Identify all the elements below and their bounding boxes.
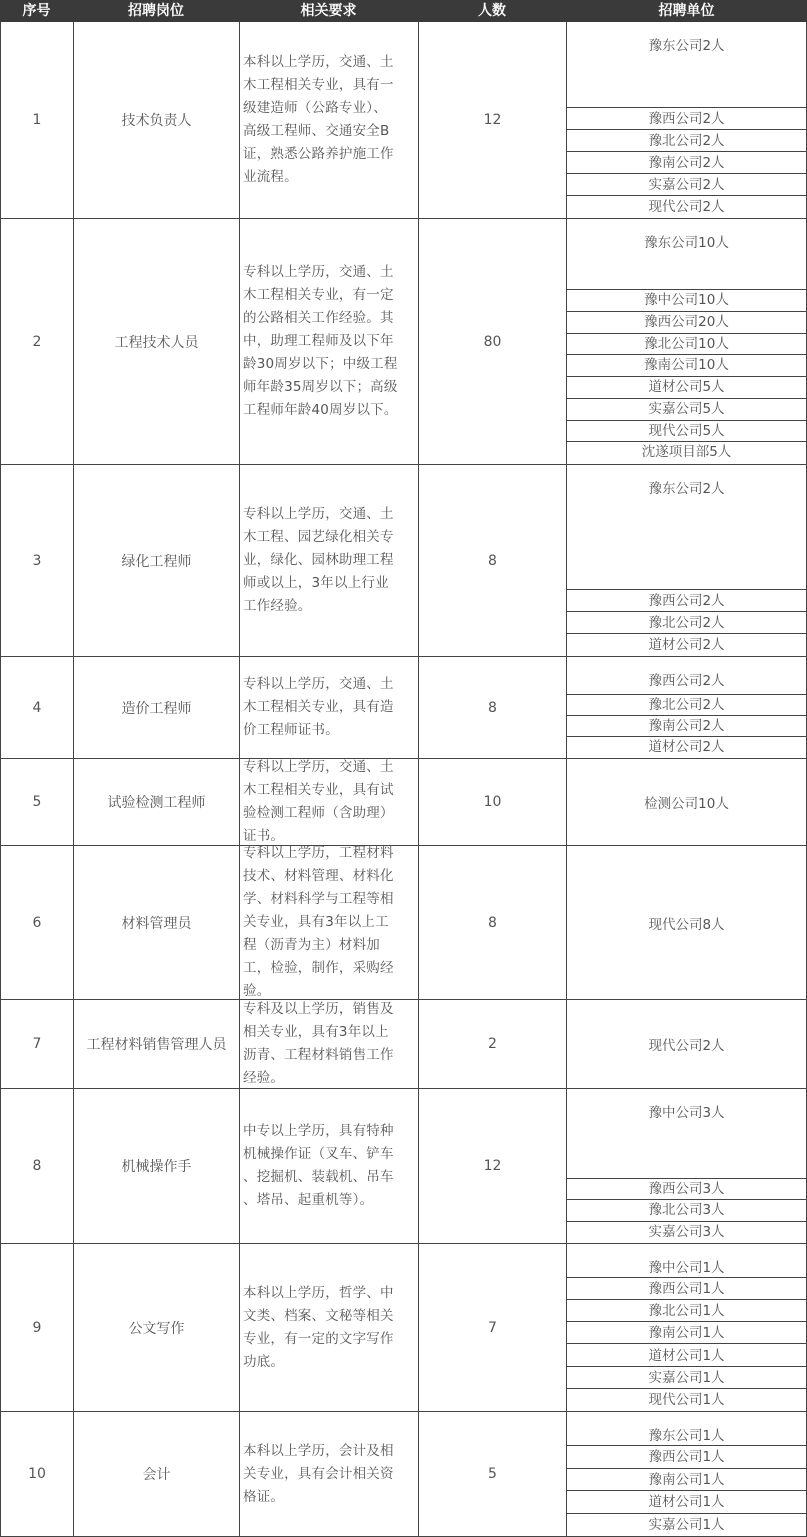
header-units: 招聘单位: [658, 3, 715, 19]
cell-count: 10: [418, 759, 566, 846]
header-no: 序号: [22, 3, 51, 19]
table-row: [0, 657, 807, 759]
unit-item: 豫中公司1人: [567, 1244, 806, 1278]
cell-position: 公文写作: [73, 1244, 239, 1412]
cell-units: [566, 1089, 807, 1244]
unit-item: 豫西公司2人: [567, 108, 806, 130]
unit-item: 道材公司5人: [567, 377, 806, 399]
cell-units: [566, 1412, 807, 1537]
cell-position: 试验检测工程师: [73, 759, 239, 846]
unit-item: 豫南公司2人: [567, 152, 806, 174]
unit-item: 豫东公司2人: [567, 465, 806, 590]
cell-no: 9: [0, 1244, 73, 1412]
requirement-text: 本科以上学历，会计及相 关专业，具有会计相关资 格证。: [243, 1442, 394, 1505]
cell-requirement: [239, 22, 418, 219]
cell-requirement: [239, 1412, 418, 1537]
requirement-text: 专科以上学历，工程材料 技术、材料管理、材料化 学、材料科学与工程等相 关专业，具有3年以上工 程（沥青为主）材料加 工，检验，制作，采购经 验。: [243, 845, 394, 999]
unit-item: 现代公司5人: [567, 421, 806, 443]
unit-item: 道材公司1人: [567, 1345, 806, 1367]
requirement-text: 专科以上学历，交通、土 木工程相关专业，有一定 的公路相关工作经验。其 中，助理工程师及以下年 龄30周岁以下；中级工程 师年龄35周岁以下；高级 工程师年龄40周岁以下。: [243, 264, 398, 418]
requirement-text: 中专以上学历，具有特种 机械操作证（叉车、铲车 、挖掘机、装载机、吊车 、塔吊、起重机等）。: [243, 1123, 394, 1208]
unit-item: 豫北公司2人: [567, 130, 806, 152]
unit-item: 道材公司2人: [648, 637, 725, 653]
table-row: [0, 1000, 807, 1089]
cell-requirement: [239, 219, 418, 465]
cell-count: 8: [418, 846, 566, 1000]
unit-item: 检测公司10人: [644, 796, 729, 812]
cell-no: 4: [0, 657, 73, 759]
unit-item: 豫西公司1人: [567, 1446, 806, 1469]
unit-item: 实嘉公司1人: [567, 1367, 806, 1389]
unit-item: 现代公司2人: [648, 1038, 725, 1054]
unit-item: 豫中公司3人: [567, 1089, 806, 1179]
unit-item: 豫中公司10人: [567, 290, 806, 312]
table-row: [0, 846, 807, 1000]
requirement-text: 本科以上学历，哲学、中 文类、档案、文秘等相关 专业，有一定的文字写作 功底。: [243, 1284, 394, 1370]
cell-requirement: [239, 1244, 418, 1412]
unit-item: 豫南公司1人: [567, 1322, 806, 1344]
unit-item: 现代公司8人: [648, 916, 725, 933]
cell-count: 12: [418, 1089, 566, 1244]
unit-item: 实嘉公司2人: [567, 174, 806, 196]
unit-item: 豫南公司2人: [567, 716, 806, 737]
cell-count: 2: [418, 1000, 566, 1089]
table-row: [0, 1412, 807, 1537]
unit-item: 现代公司1人: [648, 1391, 725, 1408]
unit-item: 豫西公司1人: [567, 1278, 806, 1300]
cell-no: 5: [0, 759, 73, 846]
requirement-text: 专科以上学历，交通、土 木工程相关专业，具有造 价工程师证书。: [243, 676, 394, 738]
unit-item: 现代公司2人: [648, 199, 725, 215]
unit-item: 豫北公司3人: [567, 1200, 806, 1221]
cell-position: 会计: [73, 1412, 239, 1537]
unit-item: 豫西公司3人: [567, 1179, 806, 1200]
cell-position: 工程技术人员: [73, 219, 239, 465]
cell-units: [566, 657, 807, 759]
cell-units: [566, 22, 807, 219]
unit-item: 沈遂项目部5人: [641, 444, 732, 461]
unit-item: 豫东公司10人: [567, 219, 806, 290]
cell-no: 8: [0, 1089, 73, 1244]
unit-item: 豫北公司2人: [567, 612, 806, 634]
cell-position: 机械操作手: [73, 1089, 239, 1244]
cell-position: 材料管理员: [73, 846, 239, 1000]
unit-item: 豫北公司2人: [567, 695, 806, 716]
table-row: [0, 465, 807, 657]
cell-position: 工程材料销售管理人员: [73, 1000, 239, 1089]
cell-position: 绿化工程师: [73, 465, 239, 657]
table-row: [0, 1244, 807, 1412]
unit-item: 道材公司1人: [567, 1491, 806, 1514]
unit-item: 实嘉公司1人: [648, 1516, 725, 1533]
cell-count: 8: [418, 657, 566, 759]
unit-item: 豫东公司1人: [567, 1412, 806, 1446]
cell-requirement: [239, 759, 418, 846]
unit-item: 豫西公司2人: [567, 657, 806, 695]
unit-item: 豫北公司1人: [567, 1300, 806, 1322]
header-requirement: 相关要求: [300, 3, 357, 19]
unit-item: 实嘉公司5人: [567, 399, 806, 421]
cell-no: 10: [0, 1412, 73, 1537]
cell-count: 7: [418, 1244, 566, 1412]
cell-requirement: [239, 1089, 418, 1244]
cell-units: [566, 1000, 807, 1089]
unit-item: 豫南公司1人: [567, 1469, 806, 1492]
table-row: [0, 1089, 807, 1244]
requirement-text: 专科及以上学历，销售及 相关专业，具有3年以上 沥青、工程材料销售工作 经验。: [243, 1001, 394, 1086]
cell-count: 8: [418, 465, 566, 657]
cell-requirement: [239, 1000, 418, 1089]
table-header: [0, 0, 807, 22]
requirement-text: 专科以上学历，交通、土 木工程、园艺绿化相关专 业，绿化、园林助理工程 师或以上，3年以上行业 工作经验。: [243, 506, 394, 614]
table-row: [0, 759, 807, 846]
cell-no: 7: [0, 1000, 73, 1089]
cell-count: 12: [418, 22, 566, 219]
unit-item: 豫南公司10人: [567, 355, 806, 377]
cell-requirement: [239, 657, 418, 759]
header-position: 招聘岗位: [128, 3, 184, 19]
cell-units: [566, 759, 807, 846]
cell-requirement: [239, 465, 418, 657]
unit-item: 道材公司2人: [648, 739, 725, 755]
unit-item: 实嘉公司3人: [648, 1223, 725, 1240]
cell-units: [566, 846, 807, 1000]
cell-units: [566, 465, 807, 657]
cell-no: 6: [0, 846, 73, 1000]
table-row: [0, 22, 807, 219]
cell-count: 80: [418, 219, 566, 465]
table-row: [0, 219, 807, 465]
cell-position: 技术负责人: [73, 22, 239, 219]
unit-item: 豫北公司10人: [567, 334, 806, 356]
requirement-text: 专科以上学历，交通、土 木工程相关专业，具有试 验检测工程师（含助理） 证书。: [243, 759, 394, 844]
cell-no: 2: [0, 219, 73, 465]
cell-count: 5: [418, 1412, 566, 1537]
requirement-text: 本科以上学历，交通、土 木工程相关专业，具有一 级建造师（公路专业）、 高级工程师、交通安全B 证，熟悉公路养护施工作 业流程。: [243, 54, 394, 185]
unit-item: 豫东公司2人: [567, 22, 806, 108]
cell-position: 造价工程师: [73, 657, 239, 759]
header-count: 人数: [478, 3, 506, 19]
unit-item: 豫西公司2人: [567, 590, 806, 612]
cell-no: 1: [0, 22, 73, 219]
cell-units: [566, 219, 807, 465]
cell-no: 3: [0, 465, 73, 657]
unit-item: 豫西公司20人: [567, 312, 806, 334]
cell-units: [566, 1244, 807, 1412]
cell-requirement: [239, 846, 418, 1000]
